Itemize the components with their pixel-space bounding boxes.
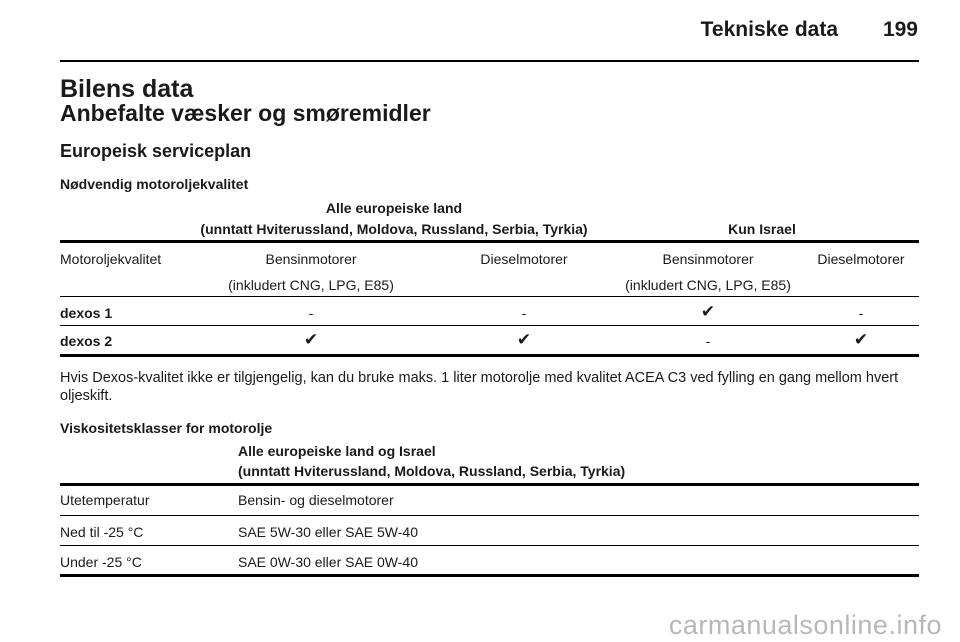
column-header-petrol-europe: Bensinmotorer: [265, 251, 357, 267]
table-rule: [60, 545, 919, 546]
cell-dash: -: [308, 305, 314, 321]
column-header-petrol-israel-note: (inkludert CNG, LPG, E85): [625, 277, 791, 293]
column-header-petrol-europe-note: (inkludert CNG, LPG, E85): [228, 277, 394, 293]
cell-dash: -: [521, 305, 527, 321]
row-label-dexos-2: dexos 2: [60, 333, 113, 349]
column-header-engines: Bensin- og dieselmotorer: [238, 492, 394, 508]
table-rule: [60, 296, 919, 297]
viscosity-heading: Viskositetsklasser for motorolje: [60, 420, 273, 436]
column-header-petrol-israel: Bensinmotorer: [662, 251, 754, 267]
group-europe-title: Alle europeiske land: [325, 200, 463, 216]
header-divider: [60, 60, 919, 62]
page-header-title: Tekniske data: [700, 18, 838, 41]
viscosity-row-temp: Under -25 °C: [60, 554, 142, 570]
table-rule: [60, 483, 919, 486]
column-header-temperature: Utetemperatur: [60, 492, 150, 508]
section-title: Bilens data: [60, 75, 194, 103]
group-europe-exclusions: (unntatt Hviterussland, Moldova, Russland, Serbia, Tyrkia): [200, 221, 588, 237]
dexos-note: Hvis Dexos-kvalitet ikke er tilgjengelig, kan du bruke maks. 1 liter motorolje med kvalitet ACEA C3 ved fylling en gang mellom hvert oljeskift.: [60, 370, 899, 404]
table-rule: [60, 354, 919, 357]
page-number: 199: [882, 18, 918, 41]
oil-quality-heading: Nødvendig motoroljekvalitet: [60, 176, 249, 192]
group-israel-title: Kun Israel: [728, 221, 796, 237]
viscosity-row-value: SAE 5W-30 eller SAE 5W-40: [238, 524, 419, 540]
viscosity-row-value: SAE 0W-30 eller SAE 0W-40: [238, 554, 419, 570]
viscosity-row-temp: Ned til -25 °C: [60, 524, 144, 540]
viscosity-group-exclusions: (unntatt Hviterussland, Moldova, Russland, Serbia, Tyrkia): [238, 463, 626, 479]
column-header-diesel-israel: Dieselmotorer: [817, 251, 905, 267]
checkmark-icon: ✔: [303, 330, 319, 349]
table-rule: [60, 574, 919, 577]
column-header-quality: Motoroljekvalitet: [60, 251, 162, 267]
table-rule: [60, 515, 919, 516]
watermark: carmanualsonline.info: [668, 610, 942, 640]
checkmark-icon: ✔: [516, 330, 532, 349]
viscosity-group-title: Alle europeiske land og Israel: [238, 443, 436, 459]
checkmark-icon: ✔: [700, 302, 716, 321]
column-header-diesel-europe: Dieselmotorer: [480, 251, 568, 267]
table-rule: [60, 240, 919, 243]
table-rule: [60, 325, 919, 326]
section-subtitle: Anbefalte væsker og smøremidler: [60, 100, 431, 126]
cell-dash: -: [705, 333, 711, 349]
service-plan-heading: Europeisk serviceplan: [60, 141, 252, 161]
checkmark-icon: ✔: [853, 330, 869, 349]
row-label-dexos-1: dexos 1: [60, 305, 113, 321]
cell-dash: -: [858, 305, 864, 321]
